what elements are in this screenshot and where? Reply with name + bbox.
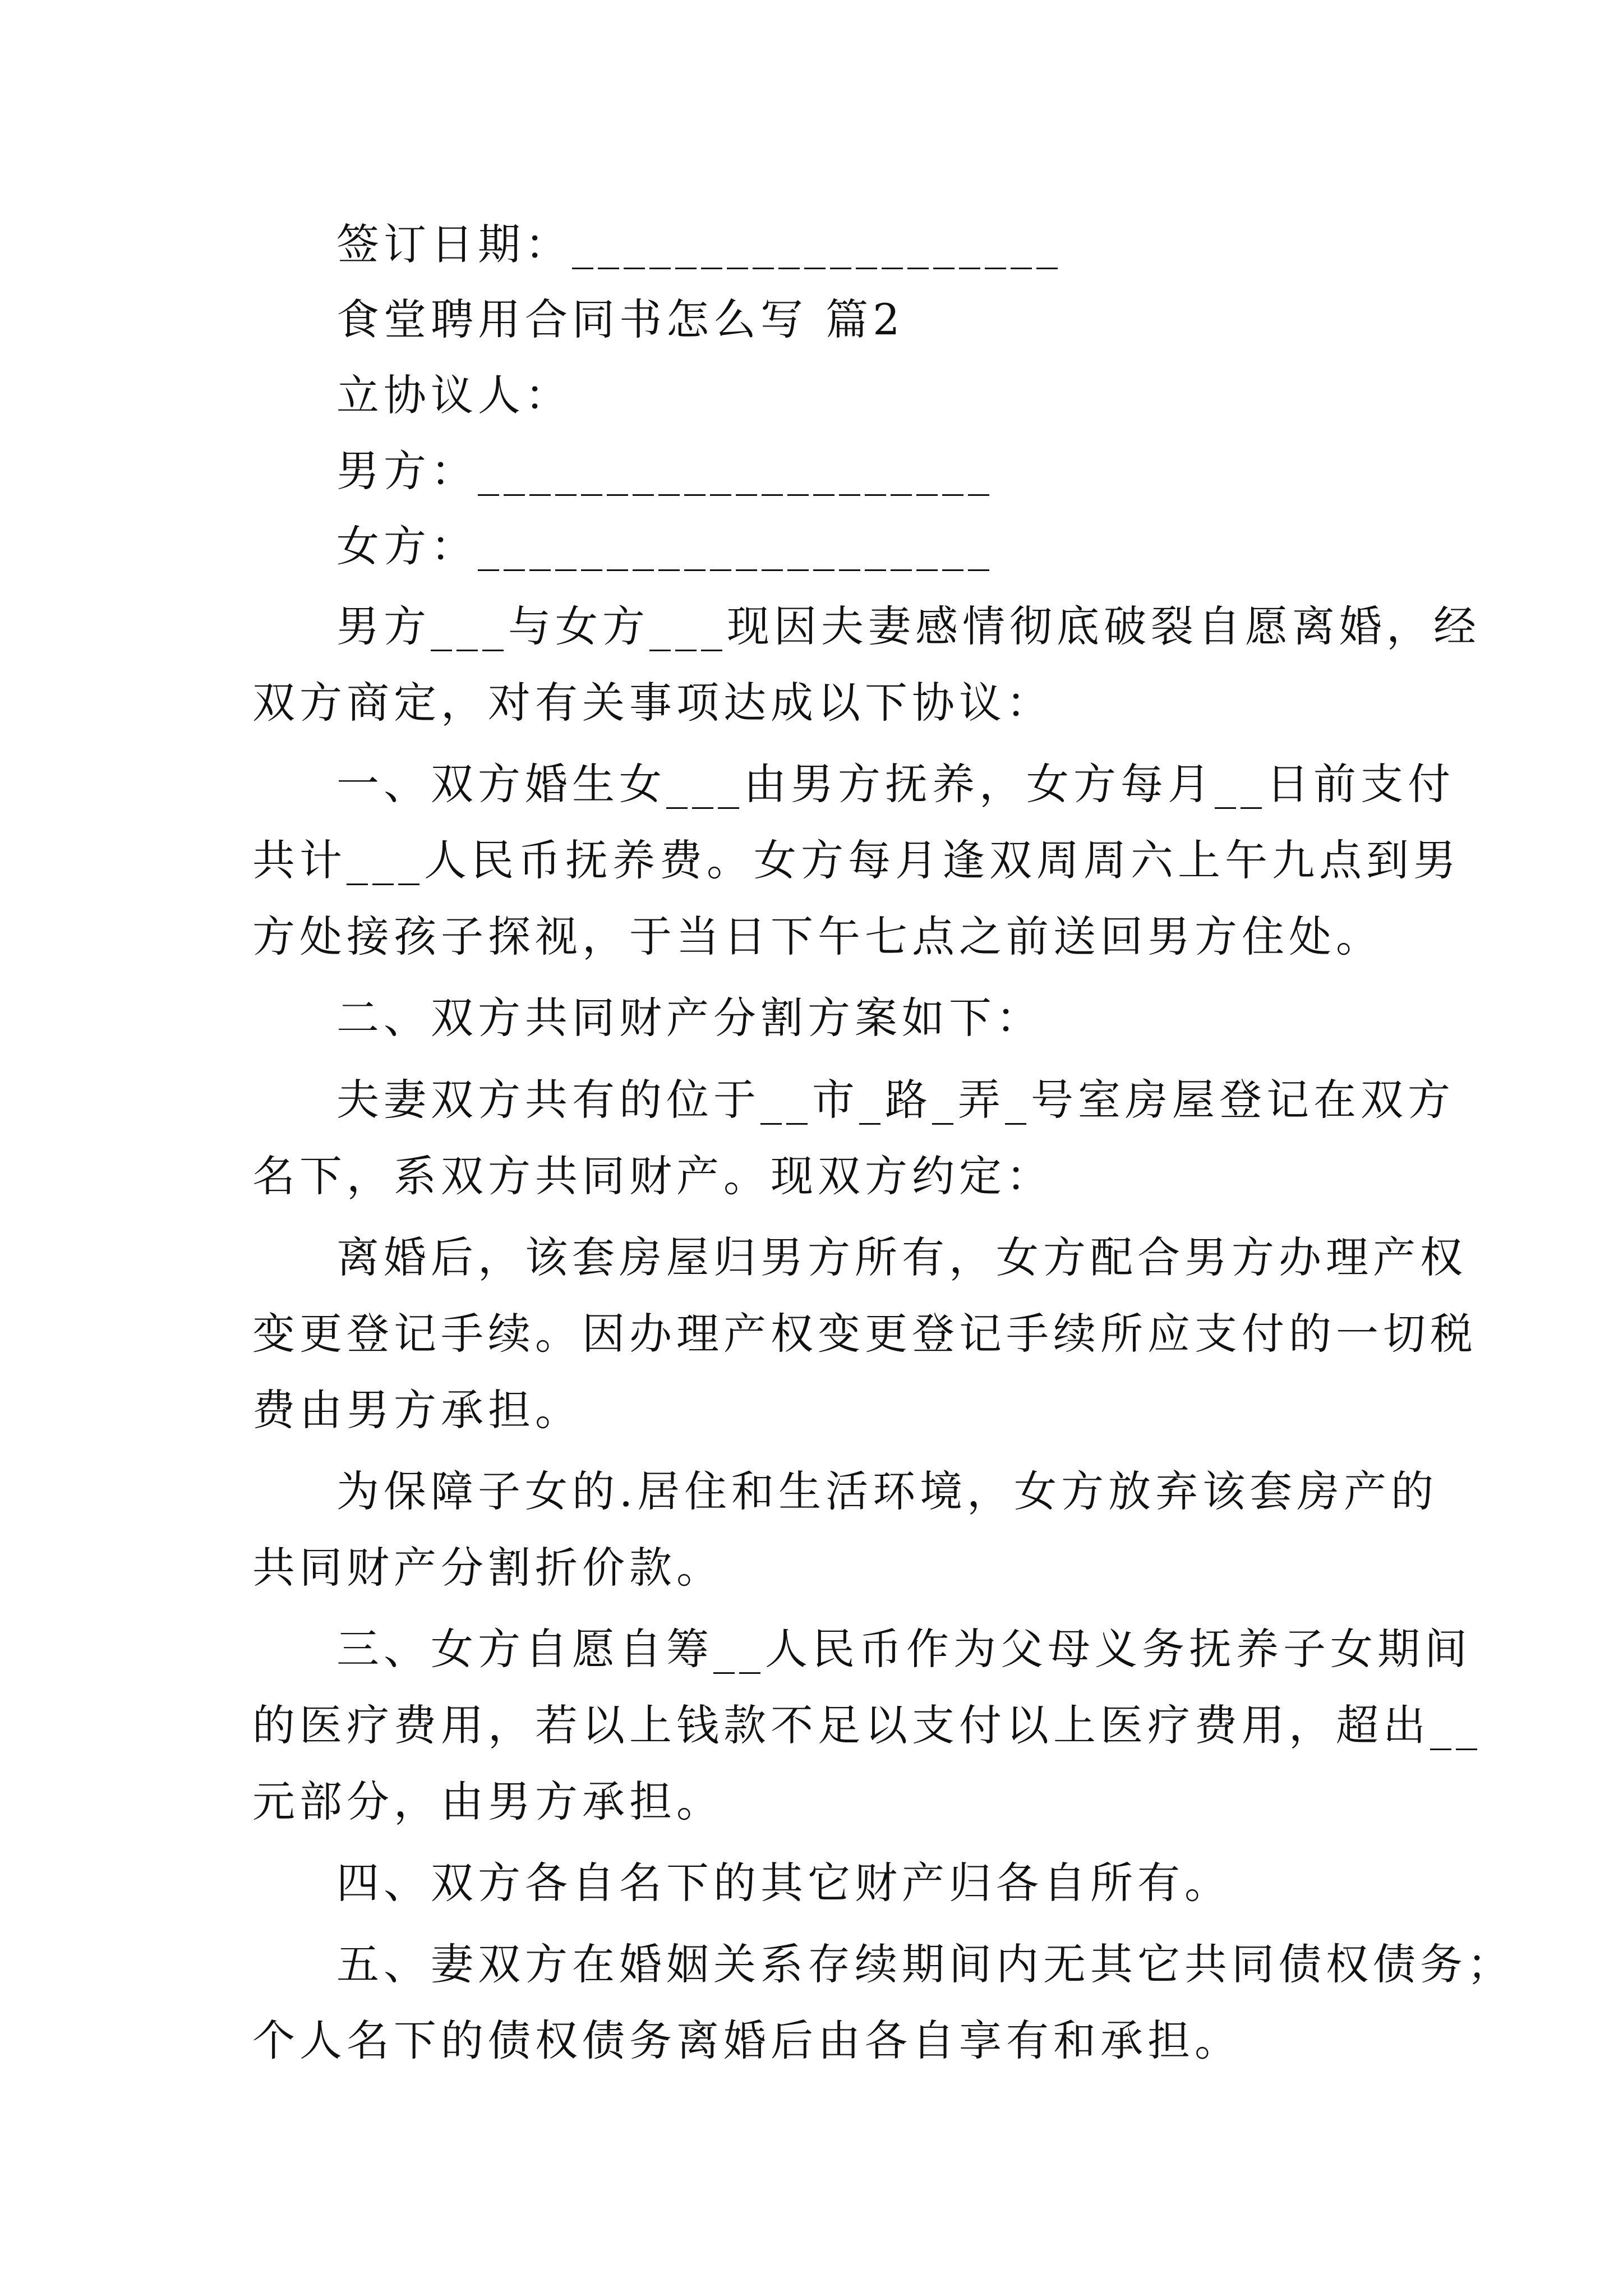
paragraph-line: 元部分，由男方承担。 <box>252 1777 723 1826</box>
paragraph-line: 一、双方婚生女___由男方抚养，女方每月__日前支付 <box>336 759 1455 809</box>
paragraph-line: 三、女方自愿自筹__人民币作为父母义务抚养子女期间 <box>336 1624 1472 1674</box>
paragraph-line: 为保障子女的.居住和生活环境，女方放弃该套房产的 <box>336 1466 1438 1516</box>
male-party-line: 男方：____________________ <box>336 446 994 496</box>
paragraph-line: 的医疗费用，若以上钱款不足以支付以上医疗费用，超出__ <box>252 1700 1482 1750</box>
paragraph-line: 离婚后，该套房屋归男方所有，女方配合男方办理产权 <box>336 1232 1467 1282</box>
paragraph-line: 男方___与女方___现因夫妻感情彻底破裂自愿离婚，经 <box>336 601 1481 651</box>
female-party-line: 女方：____________________ <box>336 521 994 571</box>
paragraph-line: 夫妻双方共有的位于__市_路_弄_号室房屋登记在双方 <box>336 1075 1455 1125</box>
paragraph-line: 共同财产分割折价款。 <box>252 1543 723 1593</box>
parties-heading: 立协议人： <box>336 370 572 420</box>
paragraph-line: 共计___人民币抚养费。女方每月逢双周周六上午九点到男 <box>252 835 1460 885</box>
paragraph-line: 二、双方共同财产分割方案如下： <box>336 993 1043 1043</box>
paragraph-line: 费由男方承担。 <box>252 1385 582 1435</box>
paragraph-line: 名下，系双方共同财产。现双方约定： <box>252 1151 1053 1201</box>
paragraph-line: 方处接孩子探视，于当日下午七点之前送回男方住处。 <box>252 912 1383 961</box>
signing-date-line: 签订日期：___________________ <box>336 219 1062 269</box>
paragraph-line: 个人名下的债权债务离婚后由各自享有和承担。 <box>252 2016 1242 2065</box>
paragraph-line: 四、双方各自名下的其它财产归各自所有。 <box>336 1858 1232 1908</box>
paragraph-line: 变更登记手续。因办理产权变更登记手续所应支付的一切税 <box>252 1309 1477 1359</box>
section-title: 食堂聘用合同书怎么写 篇2 <box>336 295 905 344</box>
paragraph-line: 双方商定，对有关事项达成以下协议： <box>252 678 1053 728</box>
paragraph-line: 五、妻双方在婚姻关系存续期间内无其它共同债权债务； <box>336 1939 1514 1989</box>
